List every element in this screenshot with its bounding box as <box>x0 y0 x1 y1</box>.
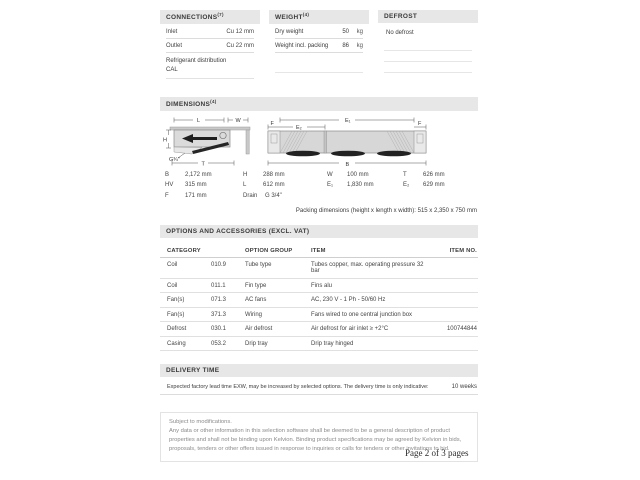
dim-value: G 3/4" <box>265 192 282 199</box>
cell-item-no <box>429 262 477 274</box>
dimension-item <box>403 180 473 191</box>
weight-row-dry <box>275 25 363 39</box>
dimensions-section <box>160 97 478 214</box>
dimension-item <box>165 191 243 202</box>
dim-key: E₂ <box>403 182 410 189</box>
dim-label-F-right: F <box>418 120 422 127</box>
connections-row-inlet <box>166 25 254 39</box>
cell-item: Tubes copper, max. operating pressure 32 bar <box>311 262 424 275</box>
dimension-item <box>165 170 243 181</box>
cell-category: Fan(s) <box>167 311 185 318</box>
cell-group: Wiring <box>245 311 263 318</box>
row-value: 50 <box>342 28 349 35</box>
col-header-category: CATEGORY <box>167 247 201 254</box>
dimension-column <box>243 170 327 202</box>
row-unit: kg <box>356 28 363 35</box>
dimension-values <box>160 170 478 202</box>
row-value: 86 <box>342 42 349 49</box>
dim-key: HV <box>165 182 174 189</box>
col-header-item: ITEM <box>311 247 326 254</box>
row-label: Inlet <box>166 28 178 35</box>
cell-item-no: 100744844 <box>446 326 477 333</box>
cell-item: Fans wired to one central junction box <box>311 311 413 318</box>
dim-value: 315 mm <box>185 182 207 189</box>
cell-category: Fan(s) <box>167 297 185 304</box>
disclaimer-line2: Any data or other information in this selection software shall be deemed to be a general description of product properties and shall not be binding upon Kelvion. Binding product specifications may be agreed by Kelvion in bids, proposals, tenders or other offers issued in response to inquiries or calls for tenders or other invitations to bid. <box>169 427 462 452</box>
connections-row-outlet <box>166 39 254 53</box>
weight-superscript: (4) <box>302 12 310 17</box>
col-header-code <box>211 248 241 254</box>
side-view-drawing <box>162 114 266 170</box>
dim-label-T: T <box>201 161 205 168</box>
cell-item-no <box>429 297 477 303</box>
dimension-column <box>165 170 243 202</box>
options-table <box>160 240 478 352</box>
dim-key: T <box>403 171 407 178</box>
cell-item: Air defrost for air inlet ≥ +2°C <box>311 326 389 333</box>
dim-value: 2,172 mm <box>185 171 212 178</box>
dimensions-title: DIMENSIONS <box>166 100 211 108</box>
dim-key: W <box>327 171 333 178</box>
dimension-item <box>243 191 327 202</box>
empty-row <box>384 40 472 51</box>
row-unit: kg <box>356 42 363 49</box>
cell-category: Coil <box>167 262 178 269</box>
cell-item: Drip tray hinged <box>311 340 354 347</box>
delivery-section <box>160 364 478 395</box>
dim-value: 1,830 mm <box>347 182 374 189</box>
dim-value: 288 mm <box>263 171 285 178</box>
col-header-item-no: ITEM NO. <box>449 247 477 254</box>
row-label: Refrigerant distribution <box>166 57 227 64</box>
dimensions-drawing <box>160 114 478 170</box>
defrost-title: DEFROST <box>384 13 418 20</box>
dim-label-F-left: F <box>270 120 274 127</box>
cell-code: 071.3 <box>211 297 227 304</box>
weight-row-packed <box>275 39 363 53</box>
row-label: Weight incl. packing <box>275 42 329 49</box>
cell-code: 030.1 <box>211 326 227 333</box>
dimension-item <box>403 170 473 181</box>
dim-value: 629 mm <box>423 182 445 189</box>
delivery-text: Expected factory lead time EXW, may be increased by selected options. The delivery time is only indicative: <box>167 383 429 390</box>
row-value: Cu 12 mm <box>226 28 254 35</box>
dim-value: 626 mm <box>423 171 445 178</box>
row-value: Cu 22 mm <box>226 42 254 49</box>
defrost-note: No defrost <box>386 29 414 36</box>
table-row <box>160 293 478 308</box>
defrost-panel <box>378 10 478 90</box>
cell-item-no <box>429 312 477 318</box>
disclaimer-line1: Subject to modifications. <box>169 418 232 425</box>
dim-label-W: W <box>235 117 241 124</box>
cell-category: Defrost <box>167 326 187 333</box>
cell-code: 053.2 <box>211 340 227 347</box>
unit-body <box>268 131 426 153</box>
dim-key: H <box>243 171 248 178</box>
table-row <box>160 308 478 323</box>
cell-code: 371.3 <box>211 311 227 318</box>
connections-panel <box>160 10 260 90</box>
dim-value: 171 mm <box>185 192 207 199</box>
dim-value: 100 mm <box>347 171 369 178</box>
options-table-header <box>160 240 478 259</box>
delivery-row <box>160 377 478 395</box>
weight-body <box>269 24 369 90</box>
delivery-value: 10 weeks <box>451 383 477 390</box>
defrost-body <box>378 23 478 89</box>
connections-body <box>160 24 260 90</box>
table-row <box>160 322 478 337</box>
dimension-item <box>243 180 327 191</box>
options-section <box>160 225 478 351</box>
cell-code: 010.9 <box>211 262 227 269</box>
dim-label-E2: E₂ <box>296 124 302 131</box>
table-row <box>160 279 478 294</box>
connections-title: CONNECTIONS <box>166 14 218 22</box>
cell-category: Coil <box>167 282 178 289</box>
connections-superscript: (7) <box>217 12 224 17</box>
cell-item-no <box>429 283 477 289</box>
connections-row-refrigerant <box>166 53 254 79</box>
dim-label-drain: G¾" <box>169 156 180 163</box>
dimension-item <box>327 170 403 181</box>
dimension-item <box>165 180 243 191</box>
defrost-header <box>378 10 478 23</box>
dimension-item <box>327 180 403 191</box>
datasheet-content <box>160 10 478 462</box>
dim-key: E₁ <box>327 182 334 189</box>
front-view-drawing <box>266 114 430 170</box>
fan-shrouds <box>286 150 411 156</box>
row-value: CAL <box>166 66 178 73</box>
cell-category: Casing <box>167 340 186 347</box>
table-row <box>160 337 478 352</box>
cell-code: 011.1 <box>211 282 226 289</box>
cell-group: Fin type <box>245 282 267 289</box>
dimensions-header <box>160 97 478 111</box>
row-label: Dry weight <box>275 28 304 35</box>
dimension-column <box>327 170 403 202</box>
dimensions-superscript: (4) <box>210 98 217 104</box>
weight-title: WEIGHT <box>275 14 303 22</box>
empty-row <box>384 51 472 62</box>
table-row <box>160 258 478 279</box>
dim-value: 612 mm <box>263 182 285 189</box>
cell-group: AC fans <box>245 297 267 304</box>
weight-panel <box>269 10 369 90</box>
packing-dimensions-note: Packing dimensions (height x length x width): 515 x 2,350 x 750 mm <box>295 208 477 215</box>
dimension-column <box>403 170 473 202</box>
dim-label-B: B <box>345 161 350 168</box>
dim-key: B <box>165 171 170 178</box>
cell-group: Drip tray <box>245 340 268 347</box>
cell-item-no <box>429 341 477 347</box>
options-header: OPTIONS AND ACCESSORIES (EXCL. VAT) <box>160 225 478 238</box>
dim-key: Drain <box>243 192 258 199</box>
dimension-item <box>243 170 327 181</box>
connections-header <box>160 10 260 24</box>
weight-header <box>269 10 369 24</box>
empty-row <box>384 62 472 73</box>
page-number: Page 2 of 3 pages <box>405 448 469 458</box>
dim-label-E1: E₁ <box>345 117 351 124</box>
col-header-group: OPTION GROUP <box>245 247 293 254</box>
empty-row <box>275 62 363 73</box>
dim-label-H: H <box>163 137 167 144</box>
dim-label-L: L <box>197 117 201 124</box>
top-panels <box>160 10 478 90</box>
cell-item: AC, 230 V - 1 Ph - 50/60 Hz <box>311 297 386 304</box>
row-label: Outlet <box>166 42 183 49</box>
dim-key: F <box>165 192 169 199</box>
cell-group: Air defrost <box>245 326 273 333</box>
cell-group: Tube type <box>245 262 272 269</box>
cell-item: Fins alu <box>311 282 333 289</box>
delivery-header: DELIVERY TIME <box>160 364 478 377</box>
dim-key: L <box>243 182 247 189</box>
